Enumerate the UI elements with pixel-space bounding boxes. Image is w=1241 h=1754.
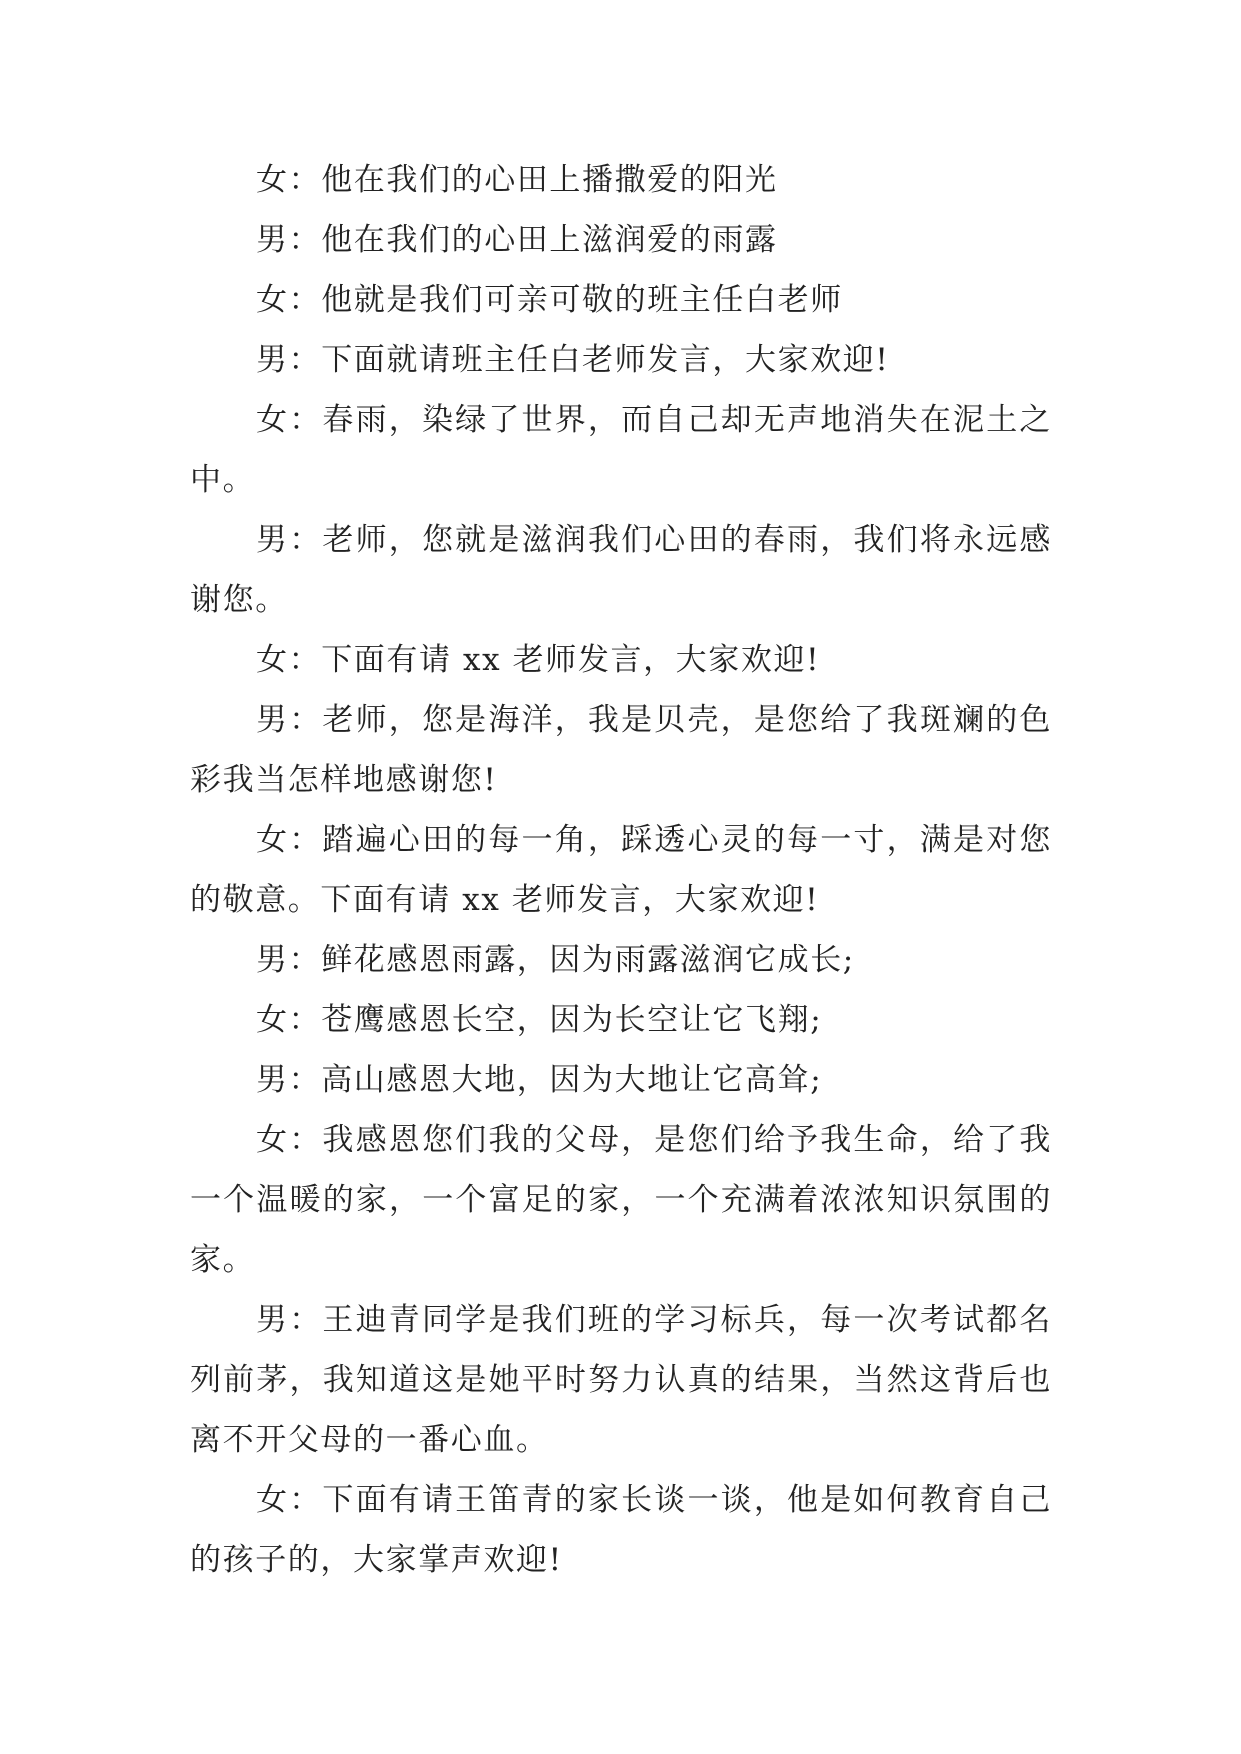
dialogue-paragraph: 男：他在我们的心田上滋润爱的雨露: [256, 222, 778, 258]
dialogue-text-body: [190, 150, 1052, 1590]
dialogue-paragraph: 女：春雨，染绿了世界，而自己却无声地消失在泥土之中。: [190, 402, 1052, 498]
dialogue-paragraph: 男：鲜花感恩雨露，因为雨露滋润它成长;: [256, 942, 855, 978]
dialogue-paragraph: 男：王迪青同学是我们班的学习标兵，每一次考试都名列前茅，我知道这是她平时努力认真的结果，当然这背后也离不开父母的一番心血。: [190, 1302, 1052, 1458]
dialogue-paragraph: 女：下面有请王笛青的家长谈一谈，他是如何教育自己的孩子的，大家掌声欢迎!: [190, 1482, 1052, 1578]
dialogue-paragraph: 女：下面有请 xx 老师发言，大家欢迎!: [256, 642, 821, 678]
dialogue-paragraph: 女：他在我们的心田上播撒爱的阳光: [256, 162, 778, 198]
dialogue-paragraph: 女：他就是我们可亲可敬的班主任白老师: [256, 282, 843, 318]
dialogue-paragraph: 女：我感恩您们我的父母，是您们给予我生命，给了我一个温暖的家，一个富足的家，一个充满着浓浓知识氛围的家。: [190, 1122, 1052, 1278]
dialogue-paragraph: 男：高山感恩大地，因为大地让它高耸;: [256, 1062, 823, 1098]
dialogue-paragraph: 男：老师，您是海洋，我是贝壳，是您给了我斑斓的色彩我当怎样地感谢您!: [190, 702, 1052, 798]
dialogue-paragraph: 女：苍鹰感恩长空，因为长空让它飞翔;: [256, 1002, 823, 1038]
dialogue-paragraph: 男：老师，您就是滋润我们心田的春雨，我们将永远感谢您。: [190, 522, 1052, 618]
dialogue-paragraph: 女：踏遍心田的每一角，踩透心灵的每一寸，满是对您的敬意。下面有请 xx 老师发言，大家欢迎!: [190, 822, 1052, 918]
dialogue-paragraph: 男：下面就请班主任白老师发言，大家欢迎!: [256, 342, 890, 378]
